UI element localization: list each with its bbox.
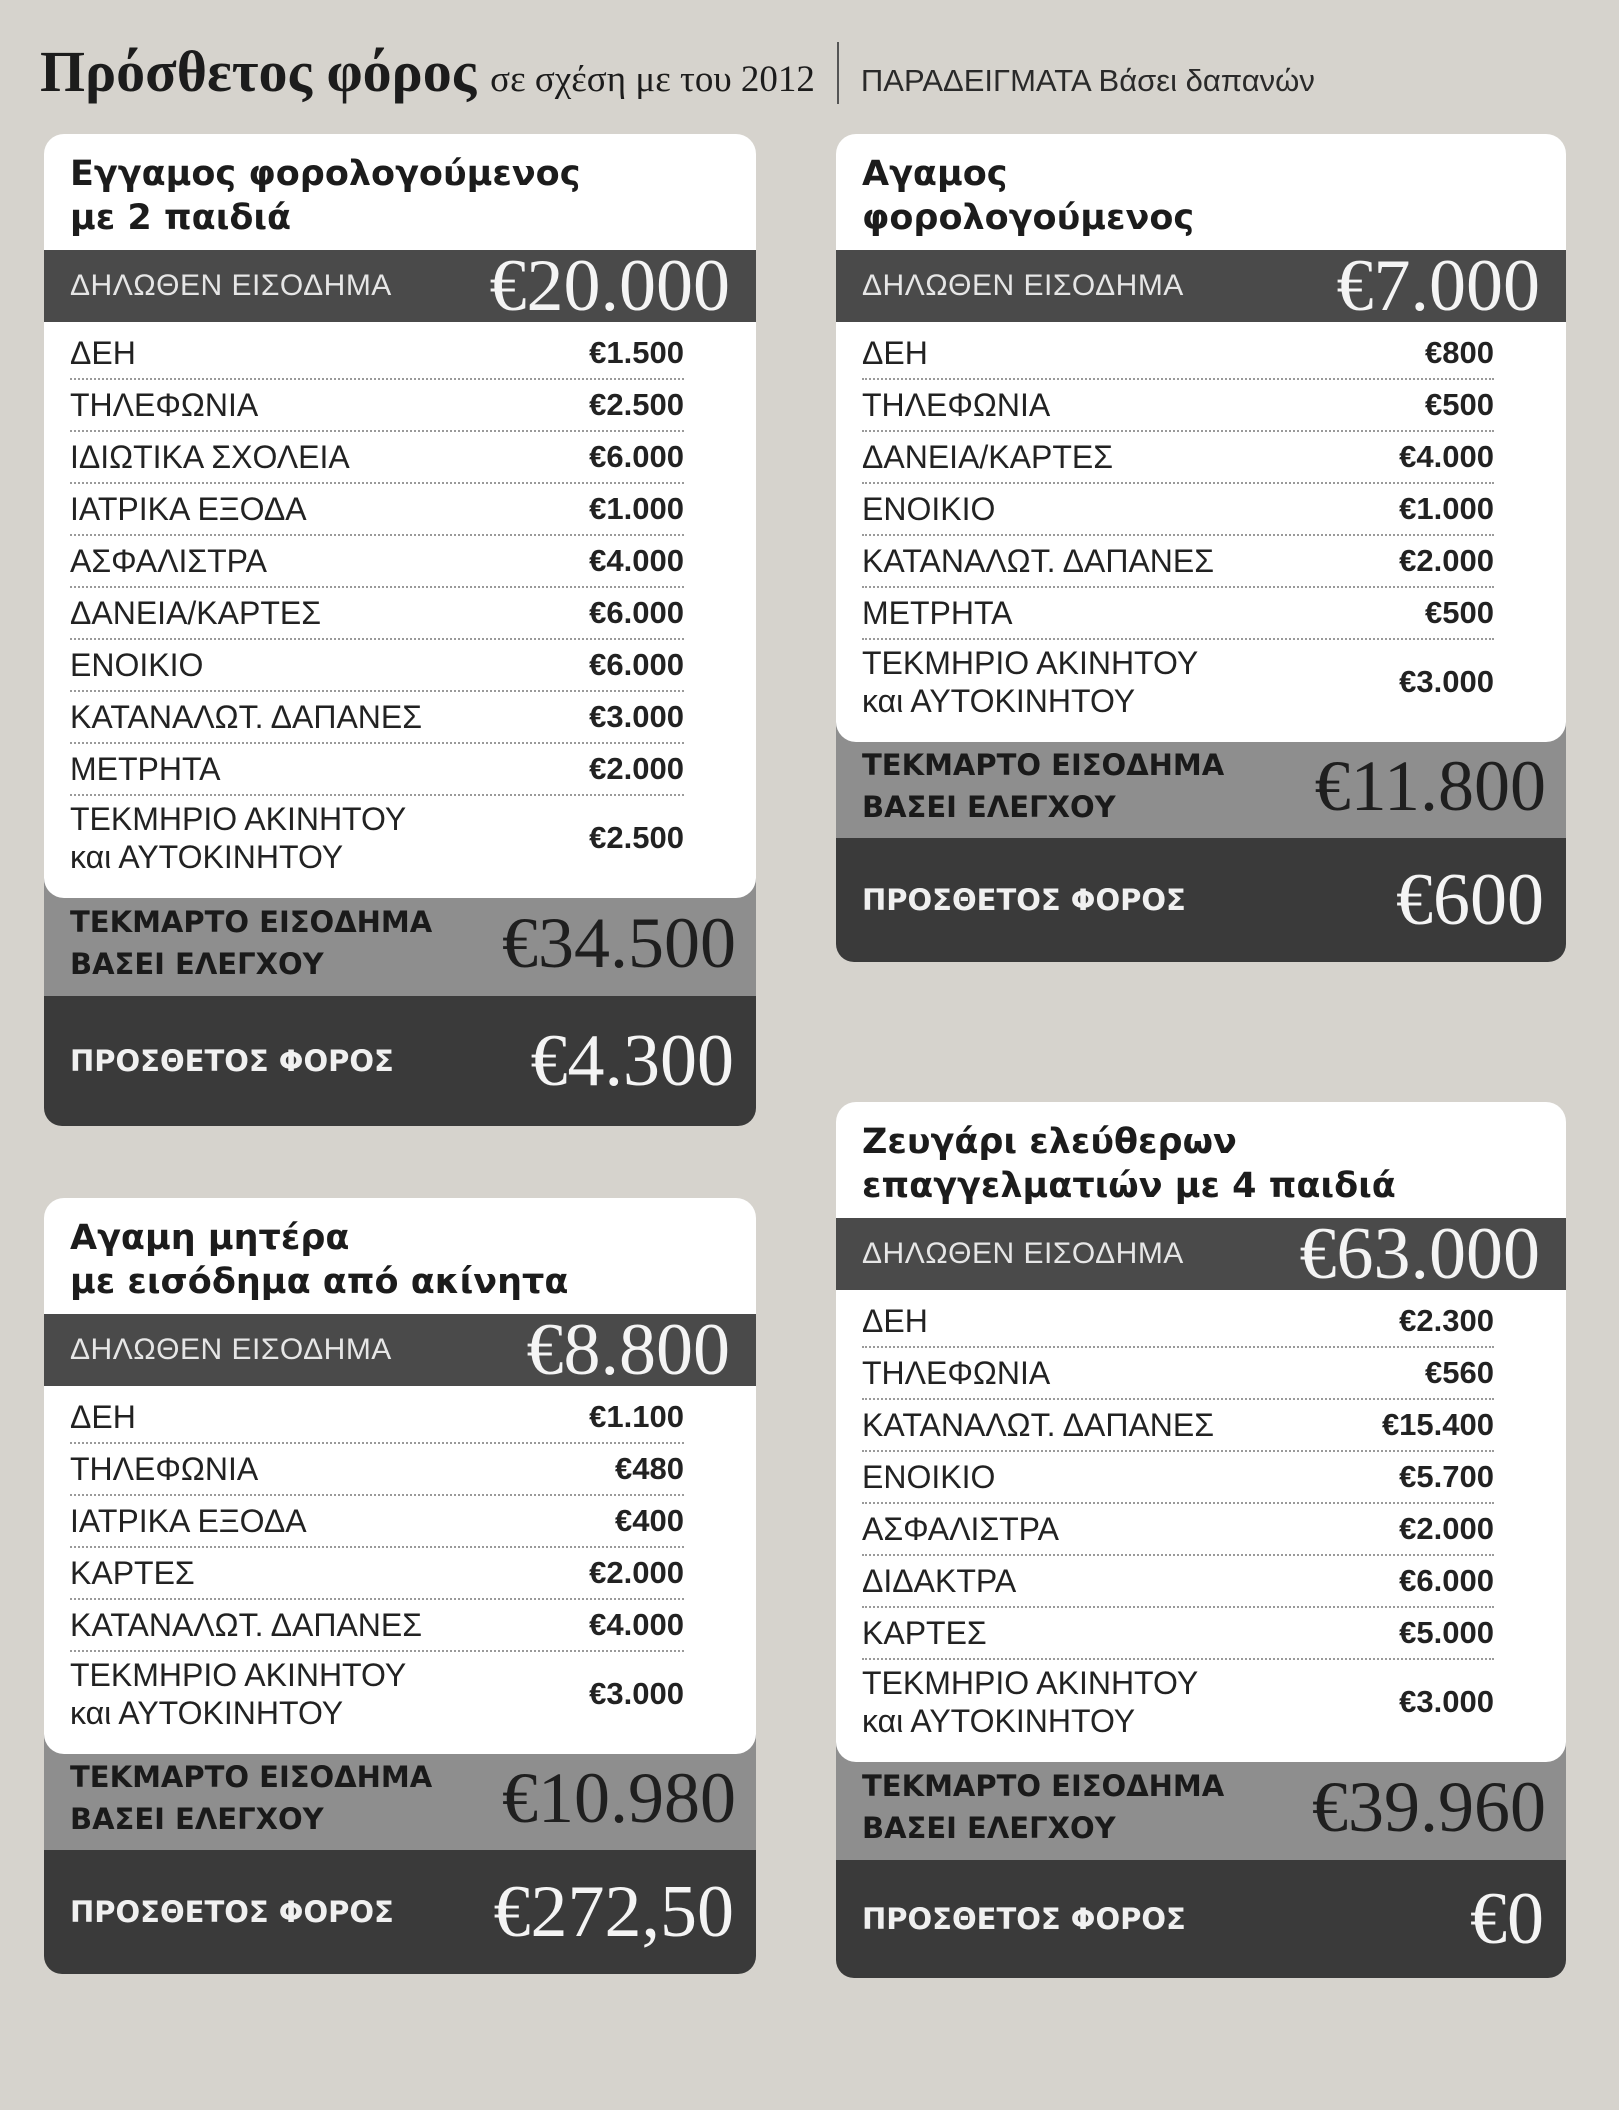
card-title-line: Ζευγάρι ελεύθερων <box>862 1122 1237 1162</box>
expense-row <box>70 484 684 536</box>
expense-name <box>862 542 1214 580</box>
expense-value: €1.500 <box>589 335 684 370</box>
expense-value: €4.000 <box>589 1607 684 1642</box>
card-title <box>836 134 1566 250</box>
declared-income-amount: €7.000 <box>1336 245 1540 327</box>
estimated-income-label-line: ΒΑΣΕΙ ΕΛΕΓΧΟΥ <box>70 1802 324 1836</box>
expense-value: €560 <box>1425 1355 1494 1390</box>
expense-row <box>70 588 684 640</box>
page-title: Πρόσθετος φόρος <box>40 39 477 104</box>
declared-income-bar <box>836 1213 1566 1295</box>
expense-name-line: ΔΕΗ <box>862 335 928 371</box>
card-title-line: Εγγαμος φορολογούμενος <box>70 154 581 194</box>
expense-value: €6.000 <box>589 647 684 682</box>
declared-income-amount: €20.000 <box>489 245 730 327</box>
expense-name-line: ΔΑΝΕΙΑ/ΚΑΡΤΕΣ <box>70 595 321 631</box>
estimated-income-amount: €11.800 <box>1314 745 1546 826</box>
expense-name-line: ΤΕΚΜΗΡΙΟ ΑΚΙΝΗΤΟΥ <box>862 1665 1199 1701</box>
estimated-income-amount: €10.980 <box>502 1757 736 1838</box>
expense-value: €500 <box>1425 595 1494 630</box>
card-body <box>836 134 1566 742</box>
expense-name-line: ΔΕΗ <box>70 335 136 371</box>
expense-value: €480 <box>615 1451 684 1486</box>
expense-name-line: και ΑΥΤΟΚΙΝΗΤΟΥ <box>862 1703 1136 1739</box>
declared-income-label: ΔΗΛΩΘΕΝ ΕΙΣΟΔΗΜΑ <box>862 269 1184 302</box>
declared-income-bar <box>44 1309 756 1391</box>
expense-row <box>862 1296 1494 1348</box>
expense-name <box>862 1510 1059 1548</box>
estimated-income-label <box>862 744 1224 828</box>
additional-tax-label: ΠΡΟΣΘΕΤΟΣ ΦΟΡΟΣ <box>862 1902 1186 1936</box>
estimated-income-label-line: ΤΕΚΜΑΡΤΟ ΕΙΣΟΔΗΜΑ <box>862 748 1225 782</box>
estimated-income-label-line: ΤΕΚΜΑΡΤΟ ΕΙΣΟΔΗΜΑ <box>70 905 433 939</box>
expense-value: €3.000 <box>589 1676 684 1711</box>
expense-name <box>70 1606 422 1644</box>
example-card-freelancer-couple <box>836 1102 1566 1978</box>
additional-tax-amount: €600 <box>1396 858 1544 941</box>
expense-row <box>70 432 684 484</box>
additional-tax-amount: €272,50 <box>493 1870 734 1953</box>
expense-name <box>70 800 406 876</box>
expense-name-line: ΕΝΟΙΚΙΟ <box>862 1459 996 1495</box>
expense-list <box>44 328 756 898</box>
page-title-secondary: σε σχέση με του 2012 <box>490 59 815 100</box>
expense-name <box>70 594 321 632</box>
expense-row <box>862 1400 1494 1452</box>
expense-row <box>70 744 684 796</box>
expense-value: €4.000 <box>589 543 684 578</box>
estimated-income-label-line: ΤΕΚΜΑΡΤΟ ΕΙΣΟΔΗΜΑ <box>862 1769 1225 1803</box>
expense-value: €800 <box>1425 335 1494 370</box>
expense-name-line: ΔΕΗ <box>862 1303 928 1339</box>
additional-tax-bar <box>836 1860 1566 1978</box>
card-body <box>44 1198 756 1754</box>
expense-name <box>862 1354 1050 1392</box>
card-body <box>836 1102 1566 1762</box>
card-title-line: Αγαμη μητέρα <box>70 1218 350 1258</box>
expense-name <box>862 1458 995 1496</box>
expense-row <box>70 1496 684 1548</box>
expense-value: €2.000 <box>589 751 684 786</box>
declared-income-bar <box>836 245 1566 327</box>
expense-row <box>862 536 1494 588</box>
expense-row <box>70 328 684 380</box>
expense-name <box>70 750 221 788</box>
expense-name <box>70 386 258 424</box>
expense-name <box>862 1302 928 1340</box>
expense-name <box>70 334 136 372</box>
expense-name <box>70 542 267 580</box>
expense-name <box>862 386 1050 424</box>
expense-name-line: ΚΑΤΑΝΑΛΩΤ. ΔΑΠΑΝΕΣ <box>70 699 423 735</box>
expense-name-line: ΤΗΛΕΦΩΝΙΑ <box>70 387 259 423</box>
expense-name-line: ΔΕΗ <box>70 1399 136 1435</box>
expense-row <box>70 796 684 880</box>
estimated-income-label-line: ΒΑΣΕΙ ΕΛΕΓΧΟΥ <box>862 790 1116 824</box>
card-title <box>44 1198 756 1314</box>
expense-list <box>44 1392 756 1754</box>
expense-name-line: ΙΑΤΡΙΚΑ ΕΞΟΔΑ <box>70 1503 307 1539</box>
expense-value: €4.000 <box>1399 439 1494 474</box>
page-subtitle: ΠΑΡΑΔΕΙΓΜΑΤΑ Βάσει δαπανών <box>860 63 1315 98</box>
expense-name <box>862 1614 987 1652</box>
declared-income-label: ΔΗΛΩΘΕΝ ΕΙΣΟΔΗΜΑ <box>70 1333 392 1366</box>
expense-row <box>862 432 1494 484</box>
expense-name-line: ΔΙΔΑΚΤΡΑ <box>862 1563 1017 1599</box>
expense-name <box>70 1656 406 1732</box>
estimated-income-amount: €39.960 <box>1312 1766 1546 1847</box>
expense-row <box>862 328 1494 380</box>
expense-row <box>862 640 1494 724</box>
example-card-married-2-children <box>44 134 756 1126</box>
expense-name-line: ΚΑΡΤΕΣ <box>70 1555 195 1591</box>
expense-value: €2.000 <box>1399 543 1494 578</box>
estimated-income-label <box>70 901 432 985</box>
page-header <box>40 38 1600 108</box>
additional-tax-bar <box>44 996 756 1126</box>
example-card-single-mother <box>44 1198 756 1974</box>
estimated-income-label-line: ΒΑΣΕΙ ΕΛΕΓΧΟΥ <box>862 1811 1116 1845</box>
expense-row <box>70 1652 684 1736</box>
expense-row <box>70 536 684 588</box>
expense-row <box>862 1348 1494 1400</box>
expense-name <box>862 644 1198 720</box>
expense-row <box>862 380 1494 432</box>
expense-name-line: ΕΝΟΙΚΙΟ <box>862 491 996 527</box>
expense-name <box>70 646 203 684</box>
expense-row <box>70 692 684 744</box>
expense-name <box>862 1406 1214 1444</box>
expense-name-line: ΑΣΦΑΛΙΣΤΡΑ <box>70 543 267 579</box>
expense-name-line: και ΑΥΤΟΚΙΝΗΤΟΥ <box>70 839 344 875</box>
expense-name <box>862 334 928 372</box>
expense-value: €5.700 <box>1399 1459 1494 1494</box>
header-divider <box>837 42 839 104</box>
expense-name <box>70 1502 307 1540</box>
expense-name <box>70 1398 136 1436</box>
expense-name-line: ΙΔΙΩΤΙΚΑ ΣΧΟΛΕΙΑ <box>70 439 350 475</box>
expense-row <box>862 484 1494 536</box>
expense-name-line: ΤΕΚΜΗΡΙΟ ΑΚΙΝΗΤΟΥ <box>70 801 407 837</box>
estimated-income-label <box>862 1765 1224 1849</box>
expense-value: €3.000 <box>1399 664 1494 699</box>
expense-name-line: ΜΕΤΡΗΤΑ <box>862 595 1013 631</box>
card-title <box>44 134 756 250</box>
expense-name <box>70 490 307 528</box>
expense-name-line: ΤΗΛΕΦΩΝΙΑ <box>862 1355 1051 1391</box>
declared-income-amount: €8.800 <box>526 1309 730 1391</box>
expense-value: €6.000 <box>1399 1563 1494 1598</box>
additional-tax-bar <box>836 838 1566 962</box>
expense-value: €6.000 <box>589 595 684 630</box>
expense-name-line: ΜΕΤΡΗΤΑ <box>70 751 221 787</box>
declared-income-label: ΔΗΛΩΘΕΝ ΕΙΣΟΔΗΜΑ <box>862 1237 1184 1270</box>
expense-value: €1.000 <box>589 491 684 526</box>
expense-row <box>70 1600 684 1652</box>
expense-name <box>70 1554 195 1592</box>
declared-income-label: ΔΗΛΩΘΕΝ ΕΙΣΟΔΗΜΑ <box>70 269 392 302</box>
card-title-line: με 2 παιδιά <box>70 198 292 238</box>
card-title-line: φορολογούμενος <box>862 198 1195 238</box>
expense-row <box>862 1452 1494 1504</box>
expense-name <box>70 438 350 476</box>
additional-tax-label: ΠΡΟΣΘΕΤΟΣ ΦΟΡΟΣ <box>862 883 1186 917</box>
expense-name <box>70 1450 258 1488</box>
expense-name-line: και ΑΥΤΟΚΙΝΗΤΟΥ <box>70 1695 344 1731</box>
expense-row <box>862 1556 1494 1608</box>
expense-name-line: ΤΗΛΕΦΩΝΙΑ <box>70 1451 259 1487</box>
expense-name-line: ΕΝΟΙΚΙΟ <box>70 647 204 683</box>
card-title-line: με εισόδημα από ακίνητα <box>70 1262 569 1302</box>
expense-row <box>862 1504 1494 1556</box>
expense-name-line: ΚΑΤΑΝΑΛΩΤ. ΔΑΠΑΝΕΣ <box>70 1607 423 1643</box>
expense-name-line: ΤΕΚΜΗΡΙΟ ΑΚΙΝΗΤΟΥ <box>862 645 1199 681</box>
additional-tax-label: ΠΡΟΣΘΕΤΟΣ ΦΟΡΟΣ <box>70 1044 394 1078</box>
expense-value: €2.300 <box>1399 1303 1494 1338</box>
expense-name-line: ΔΑΝΕΙΑ/ΚΑΡΤΕΣ <box>862 439 1113 475</box>
estimated-income-amount: €34.500 <box>502 902 736 983</box>
declared-income-amount: €63.000 <box>1299 1213 1540 1295</box>
expense-value: €2.000 <box>1399 1511 1494 1546</box>
card-title-line: επαγγελματιών με 4 παιδιά <box>862 1166 1396 1206</box>
expense-list <box>836 328 1566 742</box>
expense-value: €1.000 <box>1399 491 1494 526</box>
expense-value: €2.500 <box>589 387 684 422</box>
expense-value: €15.400 <box>1381 1407 1494 1442</box>
expense-name-line: ΤΕΚΜΗΡΙΟ ΑΚΙΝΗΤΟΥ <box>70 1657 407 1693</box>
expense-row <box>70 1444 684 1496</box>
expense-name-line: ΚΑΤΑΝΑΛΩΤ. ΔΑΠΑΝΕΣ <box>862 1407 1215 1443</box>
expense-row <box>70 1392 684 1444</box>
card-title <box>836 1102 1566 1218</box>
expense-name <box>862 1562 1016 1600</box>
expense-row <box>70 380 684 432</box>
expense-value: €500 <box>1425 387 1494 422</box>
expense-value: €1.100 <box>589 1399 684 1434</box>
expense-name-line: ΑΣΦΑΛΙΣΤΡΑ <box>862 1511 1059 1547</box>
card-title-line: Αγαμος <box>862 154 1008 194</box>
declared-income-bar <box>44 245 756 327</box>
expense-name <box>862 438 1113 476</box>
expense-row <box>70 640 684 692</box>
additional-tax-bar <box>44 1850 756 1974</box>
expense-value: €3.000 <box>589 699 684 734</box>
expense-name-line: ΚΑΡΤΕΣ <box>862 1615 987 1651</box>
expense-row <box>862 1608 1494 1660</box>
expense-value: €2.500 <box>589 820 684 855</box>
expense-row <box>70 1548 684 1600</box>
expense-name-line: ΙΑΤΡΙΚΑ ΕΞΟΔΑ <box>70 491 307 527</box>
estimated-income-label-line: ΒΑΣΕΙ ΕΛΕΓΧΟΥ <box>70 947 324 981</box>
expense-name <box>70 698 422 736</box>
expense-name <box>862 490 995 528</box>
additional-tax-amount: €4.300 <box>530 1019 734 1102</box>
expense-list <box>836 1296 1566 1762</box>
expense-value: €6.000 <box>589 439 684 474</box>
expense-value: €5.000 <box>1399 1615 1494 1650</box>
estimated-income-label <box>70 1756 432 1840</box>
expense-name-line: και ΑΥΤΟΚΙΝΗΤΟΥ <box>862 683 1136 719</box>
card-body <box>44 134 756 898</box>
estimated-income-label-line: ΤΕΚΜΑΡΤΟ ΕΙΣΟΔΗΜΑ <box>70 1760 433 1794</box>
expense-value: €3.000 <box>1399 1684 1494 1719</box>
expense-row <box>862 588 1494 640</box>
expense-name <box>862 1664 1198 1740</box>
example-card-single-taxpayer <box>836 134 1566 962</box>
expense-name <box>862 594 1013 632</box>
additional-tax-label: ΠΡΟΣΘΕΤΟΣ ΦΟΡΟΣ <box>70 1895 394 1929</box>
expense-name-line: ΚΑΤΑΝΑΛΩΤ. ΔΑΠΑΝΕΣ <box>862 543 1215 579</box>
expense-value: €2.000 <box>589 1555 684 1590</box>
expense-name-line: ΤΗΛΕΦΩΝΙΑ <box>862 387 1051 423</box>
expense-value: €400 <box>615 1503 684 1538</box>
expense-row <box>862 1660 1494 1744</box>
additional-tax-amount: €0 <box>1470 1877 1544 1960</box>
